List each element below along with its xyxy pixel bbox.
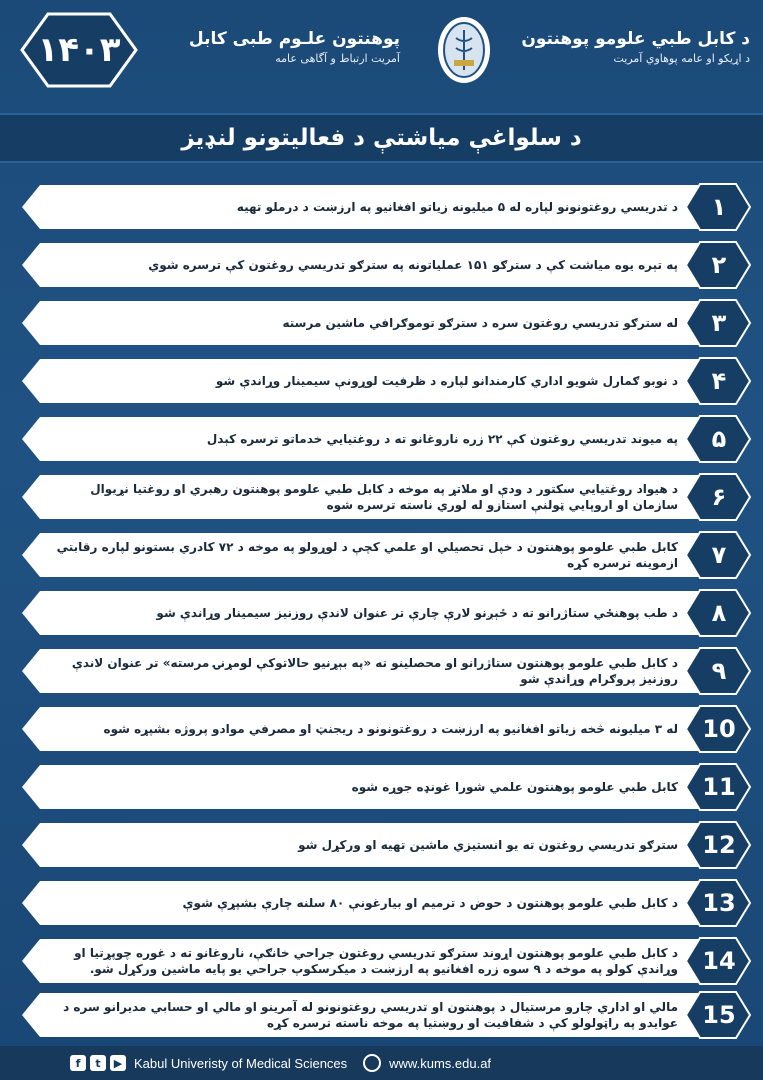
org-left-title: پوهنتون علـوم طبی کابل [188,29,400,49]
footer [0,1046,763,1080]
twitter-icon[interactable]: t [90,1055,106,1071]
list-item-number-badge [686,298,752,348]
list-item-text: له سترګو تدریسي روغتون سره د سترګو توموګرافي ماشین مرسته [282,316,678,330]
list-item-number-badge [686,990,752,1040]
list-item [22,356,760,406]
list-item-number-badge [686,240,752,290]
list-item-number: 11 [702,773,736,801]
list-item-number-badge [686,704,752,754]
list-item-number: 14 [702,947,736,975]
list-item [22,704,760,754]
header [0,0,763,105]
list-item-text: د طب پوهنځي ستاژرانو ته د ځېږنو لارې چارې تر عنوان لاندې روزنیز سیمینار وړاندې شو [156,606,678,620]
list-item [22,878,760,928]
list-item [22,182,760,232]
list-item-text: د تدریسي روغتونونو لپاره له ۵ میلیونه زیاتو افغانیو په ارزښت د درملو تهیه [236,200,678,214]
website-logo-icon [363,1054,381,1072]
list-item-number: ۹ [711,657,727,685]
list-item [22,414,760,464]
list-item-number: ۲ [711,251,727,279]
university-logo-icon [436,14,492,86]
footer-university-name: Kabul Univeristy of Medical Sciences [134,1055,348,1071]
list-item-number-badge [686,530,752,580]
social-icons [70,1055,126,1071]
list-item-number-badge [686,472,752,522]
year-text: ۱۴۰۳ [37,30,121,70]
list-item-text: مالي او اداري چارو مرستیال د پوهنتون او تدریسي روغتونونو له آمرینو او مالي او حسابي مدیرانو سره د عوایدو په راټولولو کې د شفافیت او روښتیا په موخه ناسته ترسره کړه [63,1000,678,1030]
list-item-number-badge [686,356,752,406]
list-item-number-badge [686,588,752,638]
org-right [520,28,750,68]
facebook-icon[interactable]: f [70,1055,86,1071]
list-item-text: په تېره یوه میاشت کې د سترګو ۱۵۱ عملیاتونه په سترګو تدریسي روغتون کې ترسره شوي [148,258,678,272]
list-item-number: 10 [702,715,736,743]
list-item-text: په میوند تدریسي روغتون کې ۲۲ زره ناروغانو ته د روغتیایي خدماتو ترسره کېدل [206,432,678,446]
list-item-number-badge [686,646,752,696]
list-item [22,646,760,696]
list-item-number: ۵ [711,425,727,453]
list-item-text: له ۳ میلیونه څخه زیاتو افغانیو په ارزښت د روغتونونو د ریجنټ او مصرفي موادو پروژه بشپړه شوه [103,722,678,736]
list-item-number: ۴ [711,367,727,395]
list-item-number-badge [686,762,752,812]
list-item [22,298,760,348]
list-item-text: کابل طبي علومو پوهنتون د خپل تحصیلي او علمي کچې د لوړولو په موخه د ۷۲ کادري بستونو لپاره رقابتي ازموینه ترسره کړه [56,540,678,570]
list-item [22,240,760,290]
list-item-number: 15 [702,1001,736,1029]
list-item-number: ۶ [711,483,727,511]
list-item [22,990,760,1040]
list-item [22,588,760,638]
list-item-number: ۱ [711,193,727,221]
list-item-number-badge [686,820,752,870]
page-title: د سلواغې میاشتې د فعالیتونو لنډیز [181,125,582,151]
list-item [22,762,760,812]
list-item-number-badge [686,414,752,464]
list-item-text: د نوبو ګمارل شویو اداري کارمندانو لپاره د ظرفیت لوړونې سیمینار وړاندې شو [215,374,678,388]
list-item-number-badge [686,182,752,232]
list-item-text: کابل طبي علومو پوهنتون علمي شورا غونډه جوړه شوه [351,780,678,794]
org-right-subtitle: د اړیکو او عامه پوهاوي آمریت [613,52,750,65]
list-item-text: د کابل طبي علومو پوهنتون اړوند سترګو تدریسي روغتون جراحي خانګې، ناروغانو ته د غوره چوپړتیا او وړاندې کولو په موخه د ۹ سوه زره افغانیو په ارزښت د میکرسکوپ جراحي یو پایه ماشین ورکړل شو. [74,946,678,976]
list-item-number: ۸ [711,599,727,627]
list-item-number: 12 [702,831,736,859]
year-badge [18,10,140,90]
org-left-subtitle: آمریت ارتباط و آگاهی عامه [275,52,400,65]
list-item-number: 13 [702,889,736,917]
list-item-number: ۷ [711,541,727,569]
list-item [22,936,760,986]
list-item-text: سترګو تدریسي روغتون ته یو انستیزي ماشین تهیه او ورکړل شو [298,838,678,852]
list-item-text: د هیواد روغتیایي سکتور د ودې او ملاتړ په موخه د کابل طبي علومو پوهنتون رهبري او روغتیا نړیوال سازمان او اروپایي ټولنې استازو له لوري ناسته ترسره شوه [90,482,678,512]
list-item [22,820,760,870]
list-item-number: ۳ [711,309,727,337]
list-item-text: د کابل طبي علومو پوهنتون ستاژرانو او محصلینو ته «په بېړنیو حالاتوکې لومړنۍ مرسته» تر عنوان لاندې روزنیز پروګرام وړاندې شو [71,656,678,686]
footer-website-link[interactable]: www.kums.edu.af [389,1055,492,1071]
list-item [22,472,760,522]
org-left [170,28,400,68]
title-band [0,113,763,163]
list-item-number-badge [686,878,752,928]
list-item-number-badge [686,936,752,986]
list-item-text: د کابل طبي علومو پوهنتون د حوض د ترمیم او بیارغونې ۸۰ سلنه چارې بشپړې شوې [182,896,678,910]
youtube-icon[interactable]: ▶ [110,1055,126,1071]
list-item [22,530,760,580]
org-right-title: د کابل طبي علومو پوهنتون [521,29,750,49]
